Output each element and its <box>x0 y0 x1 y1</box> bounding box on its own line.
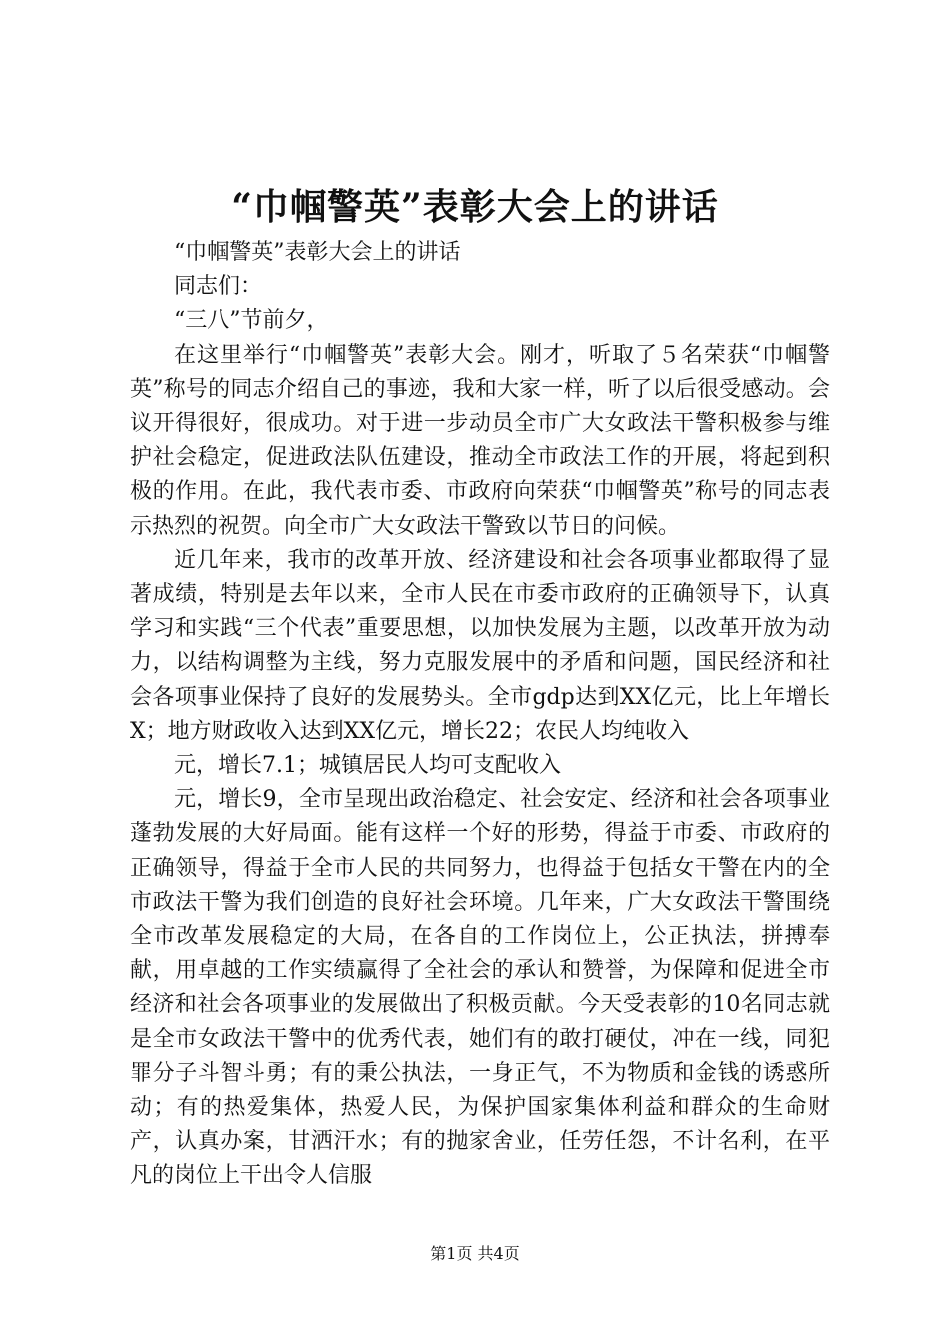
paragraph-income: 元，增长7.1；城镇居民人均可支配收入 <box>174 753 561 779</box>
paragraph-opening: 在这里举行“巾帼警英”表彰大会。刚才，听取了５名荣获“巾帼警英”称号的同志介绍自己的事迹，我和大家一样，听了以后很受感动。会议开得很好，很成功。对于进一步动员全市广大女政法干警积极参与维护社会稳定，促进政法队伍建设，推动全市政法工作的开展，将起到积极的作用。在此，我代表市委、市政府向荣获“巾帼警英”称号的同志表示热烈的祝贺。向全市广大女政法干警致以节日的问候。 <box>130 342 830 539</box>
document-title: “巾帼警英”表彰大会上的讲话 <box>231 186 719 228</box>
page-number: 第1页 共4页 <box>430 1244 520 1263</box>
paragraph-subtitle: “巾帼警英”表彰大会上的讲话 <box>174 240 461 265</box>
paragraph-growth: 元，增长9，全市呈现出政治稳定、社会安定、经济和社会各项事业蓬勃发展的大好局面。能有这样一个好的形势，得益于市委、市政府的正确领导，得益于全市人民的共同努力，也得益于包括女干警在内的全市政法干警为我们创造的良好社会环境。几年来，广大女政法干警围绕全市改革发展稳定的大局，在各自的工作岗位上，公正执法，拼搏奉献，用卓越的工作实绩赢得了全社会的承认和赞誉，为保障和促进全市经济和社会各项事业的发展做出了积极贡献。今天受表彰的10名同志就是全市女政法干警中的优秀代表，她们有的敢打硬仗，冲在一线，同犯罪分子斗智斗勇；有的秉公执法，一身正气，不为物质和金钱的诱惑所动；有的热爱集体，热爱人民，为保护国家集体利益和群众的生命财产，认真办案，甘洒汗水；有的抛家舍业，任劳任怨，不计名利，在平凡的岗位上干出令人信服 <box>130 787 830 1189</box>
paragraph-salutation: 同志们： <box>174 274 263 300</box>
document-body <box>130 236 830 1194</box>
paragraph-occasion: “三八”节前夕， <box>174 308 329 334</box>
paragraph-achievements: 近几年来，我市的改革开放、经济建设和社会各项事业都取得了显著成绩，特别是去年以来，全市人民在市委市政府的正确领导下，认真学习和实践“三个代表”重要思想，以加快发展为主题，以改革开放为动力，以结构调整为主线，努力克服发展中的矛盾和问题，国民经济和社会各项事业保持了良好的发展势头。全市gdp达到XX亿元，比上年增长X；地方财政收入达到XX亿元，增长22；农民人均纯收入 <box>130 547 830 744</box>
